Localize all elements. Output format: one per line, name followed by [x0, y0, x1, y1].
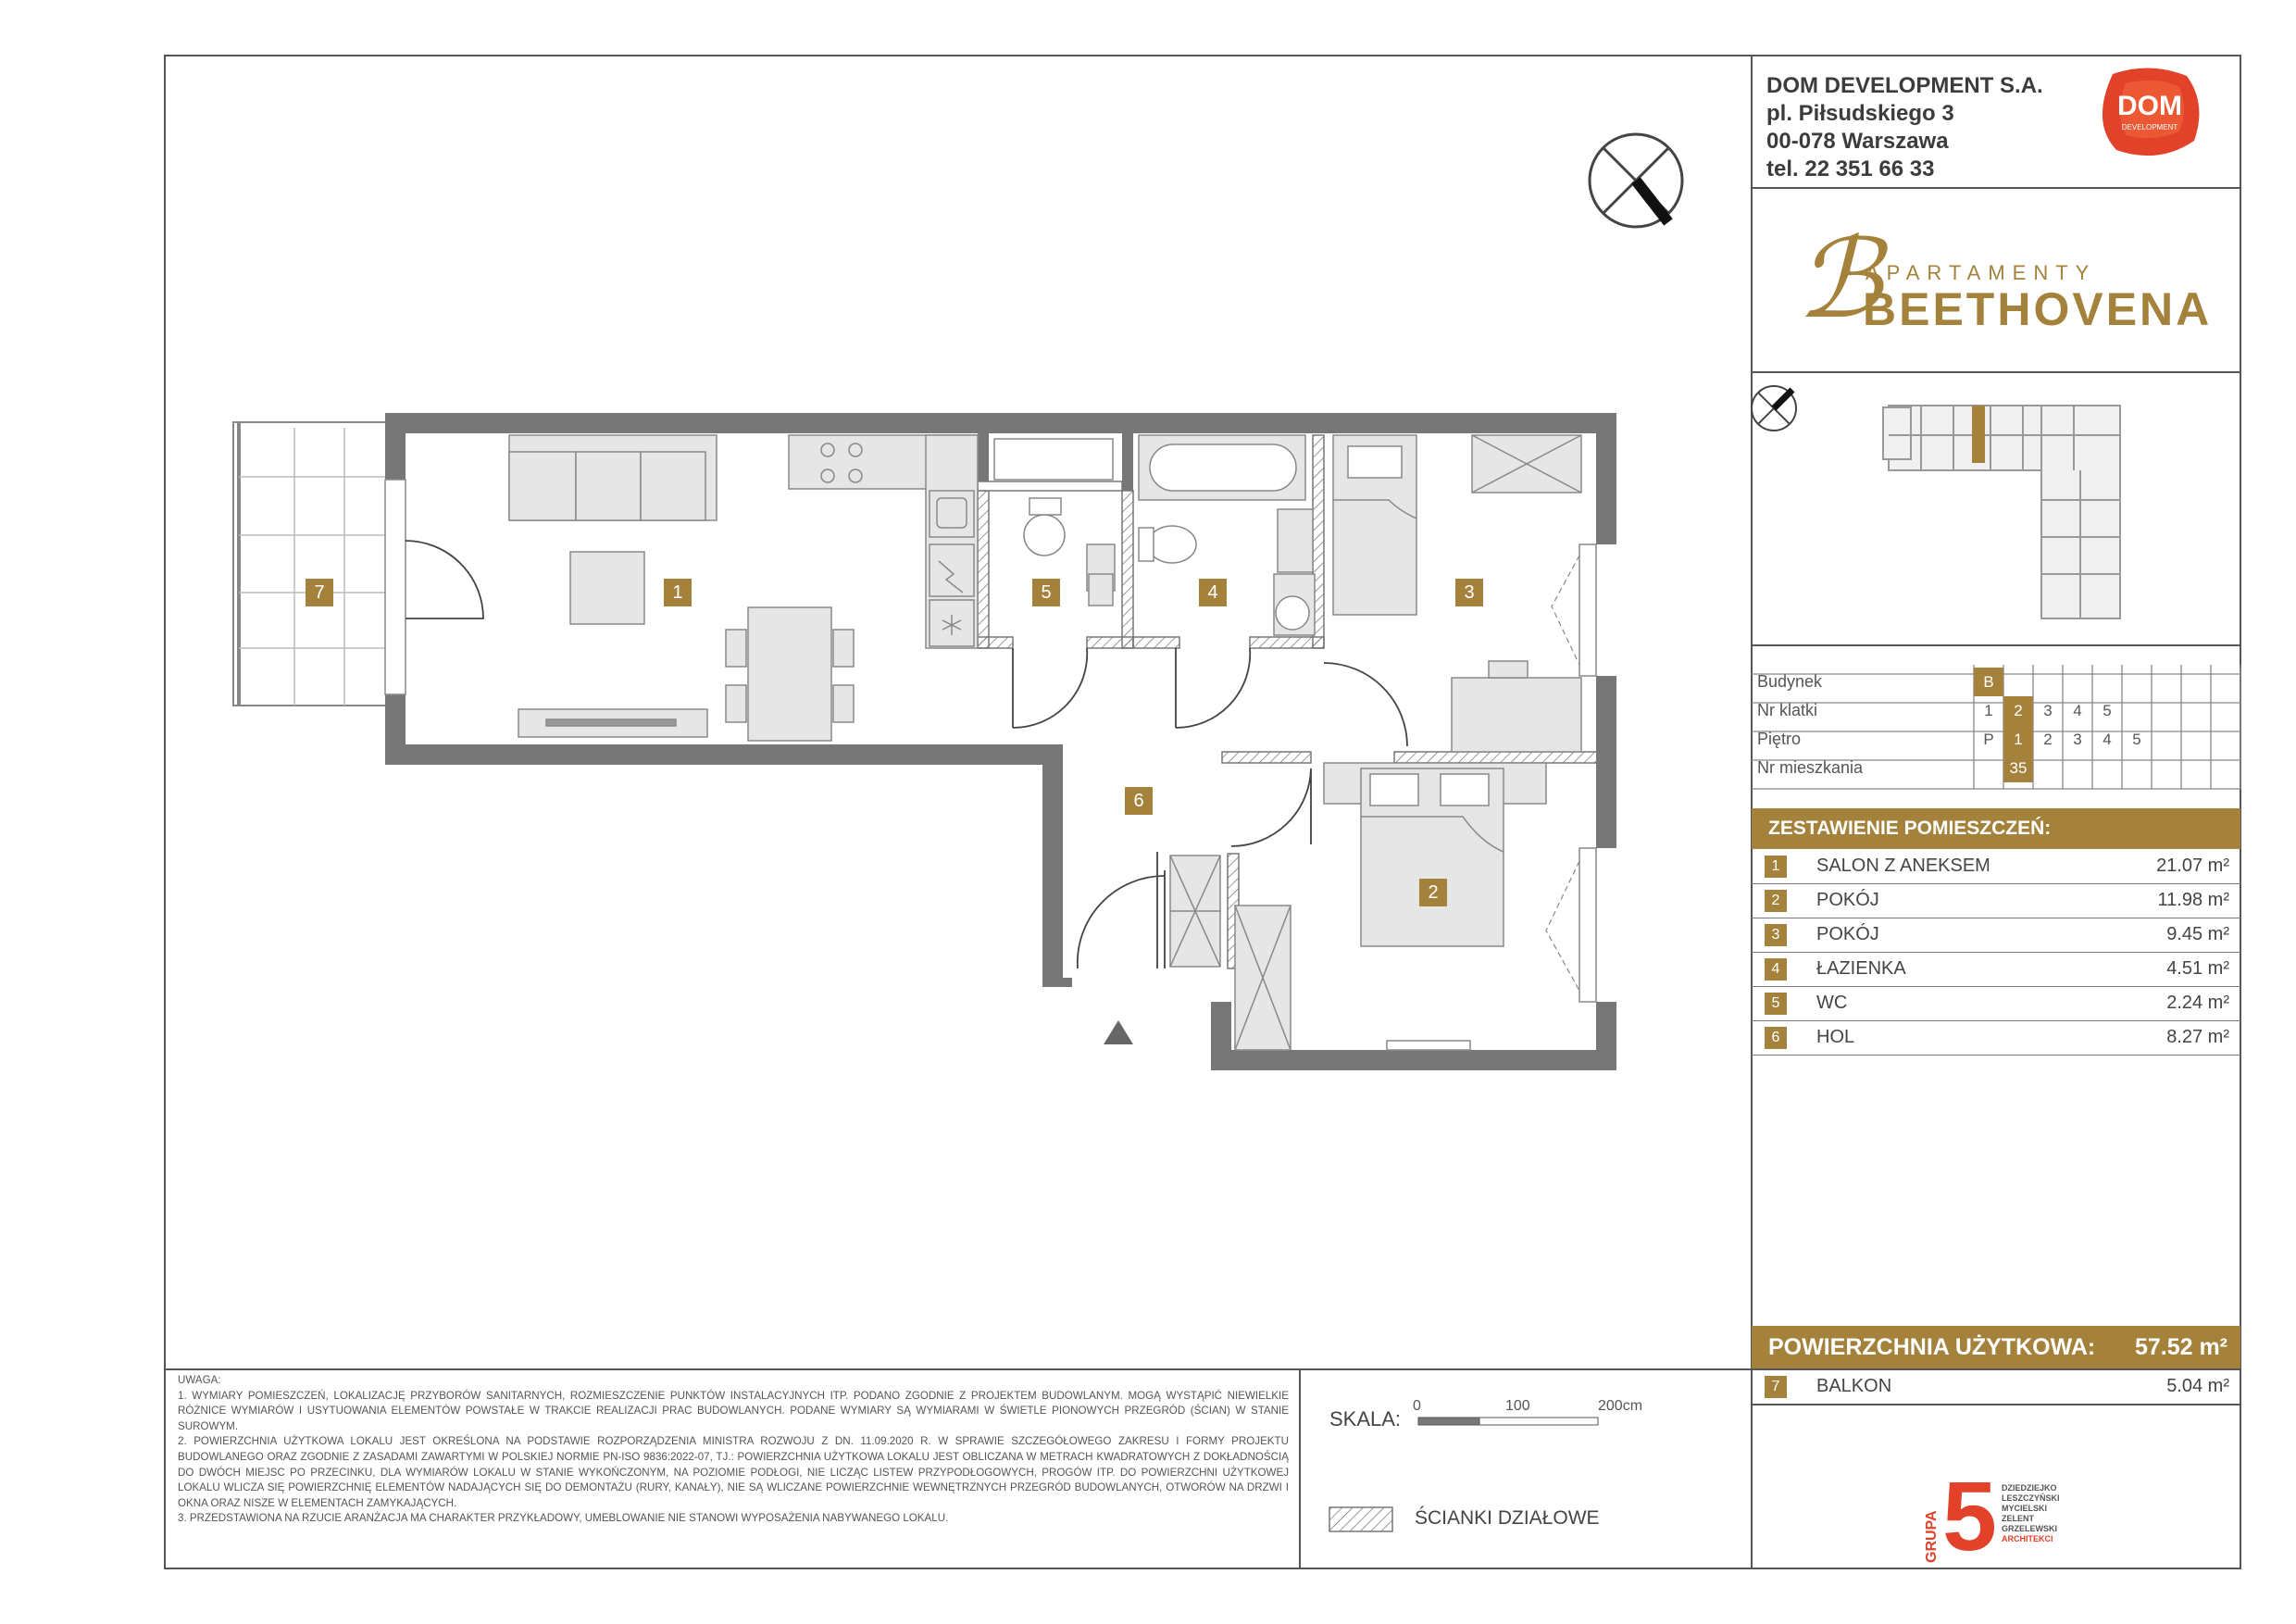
architect-name: ZELENT	[2002, 1514, 2034, 1523]
stairwell-cell: 4	[2073, 702, 2082, 719]
room-row	[1752, 918, 2240, 953]
room-number: 4	[1765, 958, 1787, 981]
balcony-area: 5.04 m²	[2166, 1376, 2229, 1396]
note-item: 3. PRZEDSTAWIONA NA RZUCIE ARANŻACJA MA CHARAKTER PRZYKŁADOWY, UMEBLOWANIE NIE STANOWI WYPOSAŻENIA NABYWANEGO LOKALU.	[178, 1512, 949, 1525]
room-row	[1752, 884, 2240, 918]
apartment-label: Nr mieszkania	[1757, 758, 1864, 777]
architect-names	[2002, 1483, 2060, 1544]
room-area: 2.24 m²	[2166, 993, 2229, 1013]
room-area: 11.98 m²	[2157, 890, 2229, 910]
legend-hatch-swatch	[1329, 1507, 1392, 1531]
room-row	[1752, 850, 2240, 884]
notes-title: UWAGA:	[178, 1374, 221, 1386]
scale-tick: 200cm	[1598, 1398, 1643, 1414]
plan-room-tag: 6	[1125, 787, 1153, 815]
brand-line-2: BEETHOVENA	[1863, 283, 2213, 335]
stairwell-cell-selected: 2	[2003, 696, 2033, 725]
svg-text:DOM: DOM	[2117, 91, 2182, 121]
compass-small-icon	[1752, 386, 1796, 431]
room-name: WC	[1816, 993, 1848, 1013]
scale-tick: 0	[1413, 1398, 1421, 1414]
floor-cell: 2	[2043, 731, 2053, 748]
floor-row	[1752, 725, 2240, 754]
room-number: 3	[1765, 924, 1787, 946]
scale-label: SKALA:	[1329, 1407, 1402, 1430]
room-area: 21.07 m²	[2156, 856, 2229, 876]
architect-name: ARCHITEKCI	[2002, 1534, 2053, 1543]
room-row	[1752, 987, 2240, 1021]
entrance-arrow-icon	[1104, 1020, 1133, 1044]
svg-text:DEVELOPMENT: DEVELOPMENT	[2121, 123, 2178, 131]
floor-cell-selected: 1	[2003, 725, 2033, 754]
rooms-header: ZESTAWIENIE POMIESZCZEŃ:	[1752, 808, 2240, 849]
building-label: Budynek	[1757, 672, 1823, 691]
room-area: 8.27 m²	[2166, 1027, 2229, 1047]
floor-label: Piętro	[1757, 730, 1802, 748]
total-area-bar	[1752, 1326, 2240, 1368]
room-area: 4.51 m²	[2166, 958, 2229, 979]
scale-bar	[1418, 1418, 1598, 1425]
floor-cell: 3	[2073, 731, 2082, 748]
stairwell-label: Nr klatki	[1757, 701, 1818, 719]
grupa-text: GRUPA	[1924, 1510, 1940, 1563]
company-city: 00-078 Warszawa	[1766, 129, 1949, 154]
room-number: 6	[1765, 1027, 1787, 1049]
building-key-plan	[1883, 406, 2120, 618]
dom-development-logo	[2094, 67, 2205, 159]
room-name: POKÓJ	[1816, 924, 1879, 944]
note-item: 2. POWIERZCHNIA UŻYTKOWA LOKALU JEST OKREŚLONA NA PODSTAWIE ROZPORZĄDZENIA MINISTRA ROZWOJU Z DN. 11.09.2020 R. W SPRAWIE SZCZEGÓŁOWEGO ZAKRESU I FORMY PROJEKTU BUDOWLANEGO ORAZ ZGODNIE Z ZASADAMI ZAWARTYMI W POLSKIEJ NORMIE PN-ISO 9836:2022-07, TJ.: POWIERZCHNIA UŻYTKOWA LOKALU JEST OBLICZANA W METRACH KWADRATOWYCH Z DOKŁADNOŚCIĄ DO DWÓCH MIEJSC PO PRZECINKU, DLA WYMIARÓW LOKALU W STANIE WYKOŃCZONYM, NA POZIOMIE PODŁOGI, NIE LICZĄC LISTEW PRZYPODŁOGOWYCH, PROGÓW ITP. DO POWIERZCHNI UŻYTKOWEJ LOKALU WLICZA SIĘ POWIERZCHNIĘ ELEMENTÓW NADAJĄCYCH SIĘ DO DEMONTAŻU (RURY, KANAŁY), NIE SĄ WLICZANE POWIERZCHNIE WEWNĘTRZNYCH PRZEGRÓD BUDOWLANYCH, OTWORÓW NA DRZWI I OKNA ORAZ NISZE W ELEMENTACH ZAMYKAJĄCYCH.	[178, 1435, 1289, 1509]
apartment-value: 35	[2003, 754, 2033, 782]
room-row	[1752, 953, 2240, 987]
stairwell-cell: 3	[2043, 702, 2053, 719]
architect-name: LESZCZYŃSKI	[2002, 1493, 2060, 1503]
legend-partition-label: ŚCIANKI DZIAŁOWE	[1415, 1507, 1600, 1529]
architect-name: DZIEDZIEJKO	[2002, 1483, 2057, 1493]
floor-cell: 4	[2103, 731, 2112, 748]
plan-room-tag: 7	[306, 579, 333, 606]
company-phone: tel. 22 351 66 33	[1766, 156, 1935, 181]
scale-tick: 100	[1505, 1398, 1530, 1414]
plan-room-tag: 5	[1032, 579, 1060, 606]
balcony-row	[1752, 1370, 2240, 1404]
company-name: DOM DEVELOPMENT S.A.	[1766, 73, 2043, 98]
room-area: 9.45 m²	[2166, 924, 2229, 944]
room-number: 5	[1765, 993, 1787, 1015]
plan-room-tag: 2	[1419, 879, 1447, 906]
balcony	[233, 422, 398, 706]
room-row	[1752, 1021, 2240, 1056]
room-name: HOL	[1816, 1027, 1855, 1047]
stairwell-cell: 1	[1984, 702, 1993, 719]
room-name: ŁAZIENKA	[1816, 958, 1906, 979]
total-area-label: POWIERZCHNIA UŻYTKOWA:	[1768, 1334, 2096, 1360]
architect-name: GRZELEWSKI	[2002, 1524, 2057, 1533]
balcony-number: 7	[1765, 1376, 1787, 1398]
floor-cell: P	[1983, 731, 1994, 748]
architect-name: MYCIELSKI	[2002, 1504, 2048, 1513]
plan-room-tag: 3	[1455, 579, 1483, 606]
notes	[178, 1373, 1289, 1527]
balcony-name: BALKON	[1816, 1376, 1892, 1396]
building-row	[1752, 668, 2240, 696]
building-value: B	[1974, 668, 2003, 696]
stairwell-row	[1752, 696, 2240, 725]
note-item: 1. WYMIARY POMIESZCZEŃ, LOKALIZACJĘ PRZYBORÓW SANITARNYCH, ROZMIESZCZENIE PUNKTÓW INSTALACYJNYCH ITP. PODANO ZGODNIE Z PROJEKTEM BUDOWLANYM. MOGĄ WYSTĄPIĆ NIEWIELKIE RÓŻNICE WYMIARÓW I USYTUOWANIA ELEMENTÓW POWSTAŁE W TRAKCIE REALIZACJI PRAC BUDOWLANYCH. PODANE WYMIARY SĄ WYMIARAMI W ŚWIETLE PIONOWYCH PRZEGRÓD (ŚCIAN) W STANIE SUROWYM.	[178, 1389, 1289, 1432]
apartment-row	[1752, 754, 2240, 782]
apartment-location-marker	[1972, 406, 1985, 463]
room-name: POKÓJ	[1816, 890, 1879, 910]
floor-cell: 5	[2132, 731, 2141, 748]
room-number: 1	[1765, 856, 1787, 878]
company-street: pl. Piłsudskiego 3	[1766, 101, 1954, 126]
room-number: 2	[1765, 890, 1787, 912]
svg-text:ℬ: ℬ	[1796, 215, 1882, 333]
plan-room-tag: 1	[664, 579, 692, 606]
room-name: SALON Z ANEKSEM	[1816, 856, 1990, 876]
compass-icon	[1590, 134, 1682, 227]
company-info	[1766, 72, 2043, 183]
stairwell-cell: 5	[2103, 702, 2112, 719]
brand-line-1: APARTAMENTY	[1866, 261, 2097, 284]
plan-room-tag: 4	[1199, 579, 1227, 606]
total-area-value: 57.52 m²	[2134, 1334, 2227, 1360]
architect-five: 5	[1942, 1462, 1997, 1571]
